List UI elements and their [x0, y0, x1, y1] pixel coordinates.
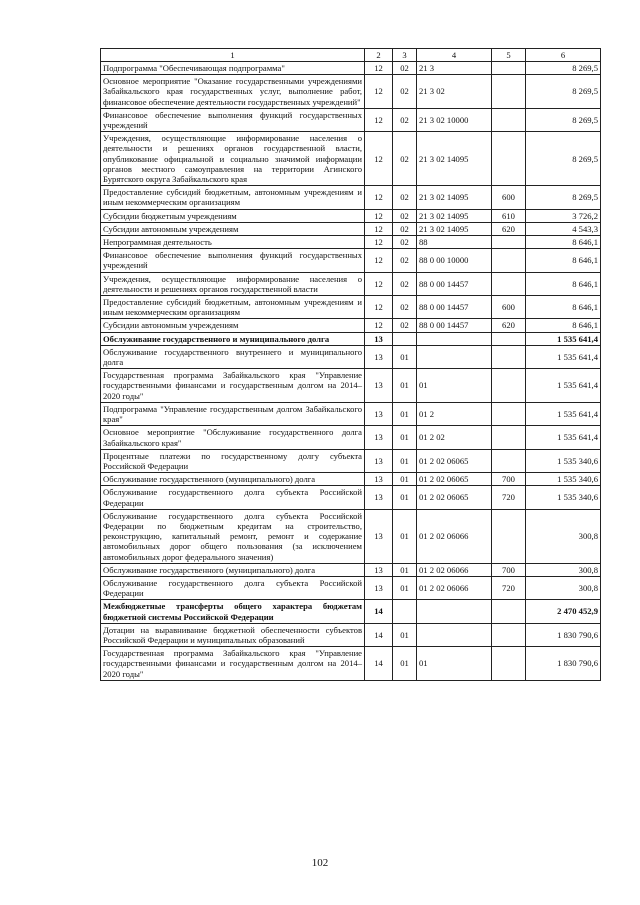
target-article-cell: 01 2 02 06065 — [417, 449, 492, 472]
amount-cell: 1 535 641,4 — [526, 402, 601, 425]
row-name-cell: Обслуживание государственного долга субъекта Российской Федерации — [101, 486, 365, 509]
table-row — [101, 563, 601, 576]
subsection-code-cell: 02 — [393, 209, 417, 222]
expense-type-cell — [492, 345, 526, 368]
section-code-cell: 13 — [365, 332, 393, 345]
amount-cell: 8 646,1 — [526, 319, 601, 332]
table-row — [101, 62, 601, 75]
expense-type-cell — [492, 402, 526, 425]
row-name-cell: Обслуживание государственного (муниципального) долга — [101, 563, 365, 576]
amount-cell: 2 470 452,9 — [526, 600, 601, 623]
target-article-cell: 01 — [417, 647, 492, 681]
section-code-cell: 12 — [365, 132, 393, 186]
target-article-cell — [417, 345, 492, 368]
section-code-cell: 13 — [365, 449, 393, 472]
table-row — [101, 249, 601, 272]
header-cell: 5 — [492, 49, 526, 62]
target-article-cell: 88 0 00 14457 — [417, 319, 492, 332]
row-name-cell: Обслуживание государственного внутреннего и муниципального долга — [101, 345, 365, 368]
section-code-cell: 13 — [365, 426, 393, 449]
section-code-cell: 12 — [365, 296, 393, 319]
amount-cell: 1 535 340,6 — [526, 449, 601, 472]
expense-type-cell: 620 — [492, 319, 526, 332]
target-article-cell: 21 3 — [417, 62, 492, 75]
expense-type-cell — [492, 75, 526, 109]
table-row — [101, 75, 601, 109]
section-code-cell: 12 — [365, 209, 393, 222]
row-name-cell: Обслуживание государственного долга субъекта Российской Федерации по бюджетным кредитам на строительство, реконструкцию, капитальный ремонт, ремонт и содержание автомобильных дорог общего пользования (за исключением автомобильных дорог федерального значения) — [101, 509, 365, 563]
table-row — [101, 345, 601, 368]
table-row — [101, 108, 601, 131]
amount-cell: 8 646,1 — [526, 296, 601, 319]
table-row — [101, 473, 601, 486]
table-row — [101, 600, 601, 623]
expense-type-cell: 600 — [492, 296, 526, 319]
amount-cell: 8 646,1 — [526, 272, 601, 295]
target-article-cell: 01 — [417, 369, 492, 403]
amount-cell: 8 269,5 — [526, 75, 601, 109]
table-row — [101, 486, 601, 509]
row-name-cell: Субсидии автономным учреждениям — [101, 222, 365, 235]
target-article-cell: 88 0 00 14457 — [417, 296, 492, 319]
row-name-cell: Субсидии автономным учреждениям — [101, 319, 365, 332]
table-row — [101, 272, 601, 295]
header-cell: 1 — [101, 49, 365, 62]
table-row — [101, 576, 601, 599]
expense-type-cell — [492, 426, 526, 449]
expense-type-cell: 700 — [492, 473, 526, 486]
amount-cell: 1 535 340,6 — [526, 486, 601, 509]
expense-type-cell — [492, 449, 526, 472]
section-code-cell: 12 — [365, 108, 393, 131]
target-article-cell: 01 2 02 06066 — [417, 509, 492, 563]
row-name-cell: Субсидии бюджетным учреждениям — [101, 209, 365, 222]
row-name-cell: Государственная программа Забайкальского края "Управление государственными финансами и государственным долгом на 2014–2020 годы" — [101, 647, 365, 681]
amount-cell: 8 269,5 — [526, 132, 601, 186]
target-article-cell: 01 2 02 — [417, 426, 492, 449]
table-row — [101, 509, 601, 563]
section-code-cell: 13 — [365, 486, 393, 509]
subsection-code-cell: 01 — [393, 647, 417, 681]
target-article-cell — [417, 600, 492, 623]
table-row — [101, 222, 601, 235]
subsection-code-cell: 02 — [393, 222, 417, 235]
table-row — [101, 186, 601, 209]
row-name-cell: Подпрограмма "Управление государственным долгом Забайкальского края" — [101, 402, 365, 425]
subsection-code-cell: 01 — [393, 563, 417, 576]
section-code-cell: 12 — [365, 272, 393, 295]
target-article-cell: 21 3 02 — [417, 75, 492, 109]
target-article-cell: 21 3 02 14095 — [417, 132, 492, 186]
amount-cell: 300,8 — [526, 509, 601, 563]
subsection-code-cell: 01 — [393, 623, 417, 646]
expense-type-cell — [492, 369, 526, 403]
table-row — [101, 369, 601, 403]
expense-type-cell — [492, 249, 526, 272]
amount-cell: 1 830 790,6 — [526, 647, 601, 681]
target-article-cell — [417, 623, 492, 646]
amount-cell: 1 535 641,4 — [526, 426, 601, 449]
subsection-code-cell: 01 — [393, 402, 417, 425]
row-name-cell: Дотации на выравнивание бюджетной обеспеченности субъектов Российской Федерации и муниципальных образований — [101, 623, 365, 646]
target-article-cell: 21 3 02 14095 — [417, 209, 492, 222]
section-code-cell: 13 — [365, 563, 393, 576]
expense-type-cell — [492, 62, 526, 75]
subsection-code-cell: 02 — [393, 272, 417, 295]
row-name-cell: Непрограммная деятельность — [101, 236, 365, 249]
row-name-cell: Обслуживание государственного долга субъекта Российской Федерации — [101, 576, 365, 599]
section-code-cell: 13 — [365, 402, 393, 425]
table-row — [101, 449, 601, 472]
section-code-cell: 12 — [365, 75, 393, 109]
expense-type-cell — [492, 272, 526, 295]
row-name-cell: Предоставление субсидий бюджетным, автономным учреждениям и иным некоммерческим организациям — [101, 186, 365, 209]
target-article-cell: 88 — [417, 236, 492, 249]
amount-cell: 1 535 641,4 — [526, 369, 601, 403]
subsection-code-cell: 01 — [393, 449, 417, 472]
section-code-cell: 12 — [365, 222, 393, 235]
table-row — [101, 296, 601, 319]
row-name-cell: Обслуживание государственного (муниципального) долга — [101, 473, 365, 486]
section-code-cell: 12 — [365, 236, 393, 249]
target-article-cell: 21 3 02 14095 — [417, 186, 492, 209]
row-name-cell: Основное мероприятие "Оказание государственными учреждениями Забайкальского края государственных услуг, выполнение работ, финансовое обеспечение деятельности государственных учреждений" — [101, 75, 365, 109]
amount-cell: 8 269,5 — [526, 186, 601, 209]
target-article-cell: 88 0 00 14457 — [417, 272, 492, 295]
expense-type-cell: 600 — [492, 186, 526, 209]
amount-cell: 3 726,2 — [526, 209, 601, 222]
row-name-cell: Финансовое обеспечение выполнения функций государственных учреждений — [101, 108, 365, 131]
subsection-code-cell: 02 — [393, 296, 417, 319]
amount-cell: 8 646,1 — [526, 249, 601, 272]
subsection-code-cell: 02 — [393, 75, 417, 109]
amount-cell: 1 535 340,6 — [526, 473, 601, 486]
subsection-code-cell: 02 — [393, 186, 417, 209]
subsection-code-cell: 02 — [393, 132, 417, 186]
section-code-cell: 13 — [365, 509, 393, 563]
section-code-cell: 13 — [365, 345, 393, 368]
section-code-cell: 13 — [365, 369, 393, 403]
row-name-cell: Подпрограмма "Обеспечивающая подпрограмма" — [101, 62, 365, 75]
row-name-cell: Основное мероприятие "Обслуживание государственного долга Забайкальского края" — [101, 426, 365, 449]
target-article-cell: 21 3 02 14095 — [417, 222, 492, 235]
expense-type-cell: 620 — [492, 222, 526, 235]
target-article-cell: 01 2 02 06065 — [417, 486, 492, 509]
expense-type-cell — [492, 623, 526, 646]
table-row — [101, 623, 601, 646]
target-article-cell: 01 2 02 06066 — [417, 563, 492, 576]
target-article-cell: 01 2 02 06066 — [417, 576, 492, 599]
table-row — [101, 209, 601, 222]
amount-cell: 8 269,5 — [526, 62, 601, 75]
section-code-cell: 13 — [365, 473, 393, 486]
table-row — [101, 402, 601, 425]
subsection-code-cell: 01 — [393, 486, 417, 509]
row-name-cell: Обслуживание государственного и муниципального долга — [101, 332, 365, 345]
expense-type-cell — [492, 108, 526, 131]
subsection-code-cell: 02 — [393, 319, 417, 332]
section-code-cell: 14 — [365, 647, 393, 681]
subsection-code-cell — [393, 332, 417, 345]
table-header-row — [101, 49, 601, 62]
budget-table — [100, 48, 601, 681]
row-name-cell: Учреждения, осуществляющие информирование населения о деятельности и решениях органов государственной власти — [101, 272, 365, 295]
expense-type-cell: 700 — [492, 563, 526, 576]
header-cell: 4 — [417, 49, 492, 62]
subsection-code-cell: 02 — [393, 62, 417, 75]
expense-type-cell — [492, 236, 526, 249]
amount-cell: 1 830 790,6 — [526, 623, 601, 646]
table-row — [101, 319, 601, 332]
target-article-cell — [417, 332, 492, 345]
section-code-cell: 13 — [365, 576, 393, 599]
table-row — [101, 426, 601, 449]
amount-cell: 4 543,3 — [526, 222, 601, 235]
expense-type-cell — [492, 132, 526, 186]
amount-cell: 300,8 — [526, 576, 601, 599]
target-article-cell: 01 2 — [417, 402, 492, 425]
subsection-code-cell: 02 — [393, 108, 417, 131]
target-article-cell: 88 0 00 10000 — [417, 249, 492, 272]
amount-cell: 1 535 641,4 — [526, 332, 601, 345]
table-row — [101, 647, 601, 681]
amount-cell: 8 269,5 — [526, 108, 601, 131]
subsection-code-cell: 01 — [393, 426, 417, 449]
row-name-cell: Учреждения, осуществляющие информирование населения о деятельности и решениях органов государственной власти, опубликование официальной и социально значимой информации органов местного самоуправления на территории Агинского Бурятского округа Забайкальского края — [101, 132, 365, 186]
subsection-code-cell: 01 — [393, 473, 417, 486]
subsection-code-cell: 02 — [393, 236, 417, 249]
expense-type-cell — [492, 647, 526, 681]
section-code-cell: 12 — [365, 319, 393, 332]
section-code-cell: 12 — [365, 62, 393, 75]
subsection-code-cell: 02 — [393, 249, 417, 272]
amount-cell: 1 535 641,4 — [526, 345, 601, 368]
expense-type-cell — [492, 332, 526, 345]
row-name-cell: Финансовое обеспечение выполнения функций государственных учреждений — [101, 249, 365, 272]
expense-type-cell: 720 — [492, 486, 526, 509]
subsection-code-cell: 01 — [393, 369, 417, 403]
section-code-cell: 14 — [365, 623, 393, 646]
target-article-cell: 01 2 02 06065 — [417, 473, 492, 486]
page-number: 102 — [311, 857, 329, 869]
row-name-cell: Государственная программа Забайкальского края "Управление государственными финансами и государственным долгом на 2014–2020 годы" — [101, 369, 365, 403]
table-row — [101, 332, 601, 345]
subsection-code-cell — [393, 600, 417, 623]
table-row — [101, 132, 601, 186]
expense-type-cell — [492, 600, 526, 623]
row-name-cell: Процентные платежи по государственному долгу субъекта Российской Федерации — [101, 449, 365, 472]
amount-cell: 8 646,1 — [526, 236, 601, 249]
header-cell: 2 — [365, 49, 393, 62]
row-name-cell: Межбюджетные трансферты общего характера бюджетам бюджетной системы Российской Федерации — [101, 600, 365, 623]
subsection-code-cell: 01 — [393, 345, 417, 368]
row-name-cell: Предоставление субсидий бюджетным, автономным учреждениям и иным некоммерческим организациям — [101, 296, 365, 319]
expense-type-cell: 610 — [492, 209, 526, 222]
target-article-cell: 21 3 02 10000 — [417, 108, 492, 131]
header-cell: 6 — [526, 49, 601, 62]
amount-cell: 300,8 — [526, 563, 601, 576]
section-code-cell: 12 — [365, 186, 393, 209]
expense-type-cell — [492, 509, 526, 563]
section-code-cell: 14 — [365, 600, 393, 623]
section-code-cell: 12 — [365, 249, 393, 272]
subsection-code-cell: 01 — [393, 509, 417, 563]
subsection-code-cell: 01 — [393, 576, 417, 599]
table-row — [101, 236, 601, 249]
header-cell: 3 — [393, 49, 417, 62]
expense-type-cell: 720 — [492, 576, 526, 599]
